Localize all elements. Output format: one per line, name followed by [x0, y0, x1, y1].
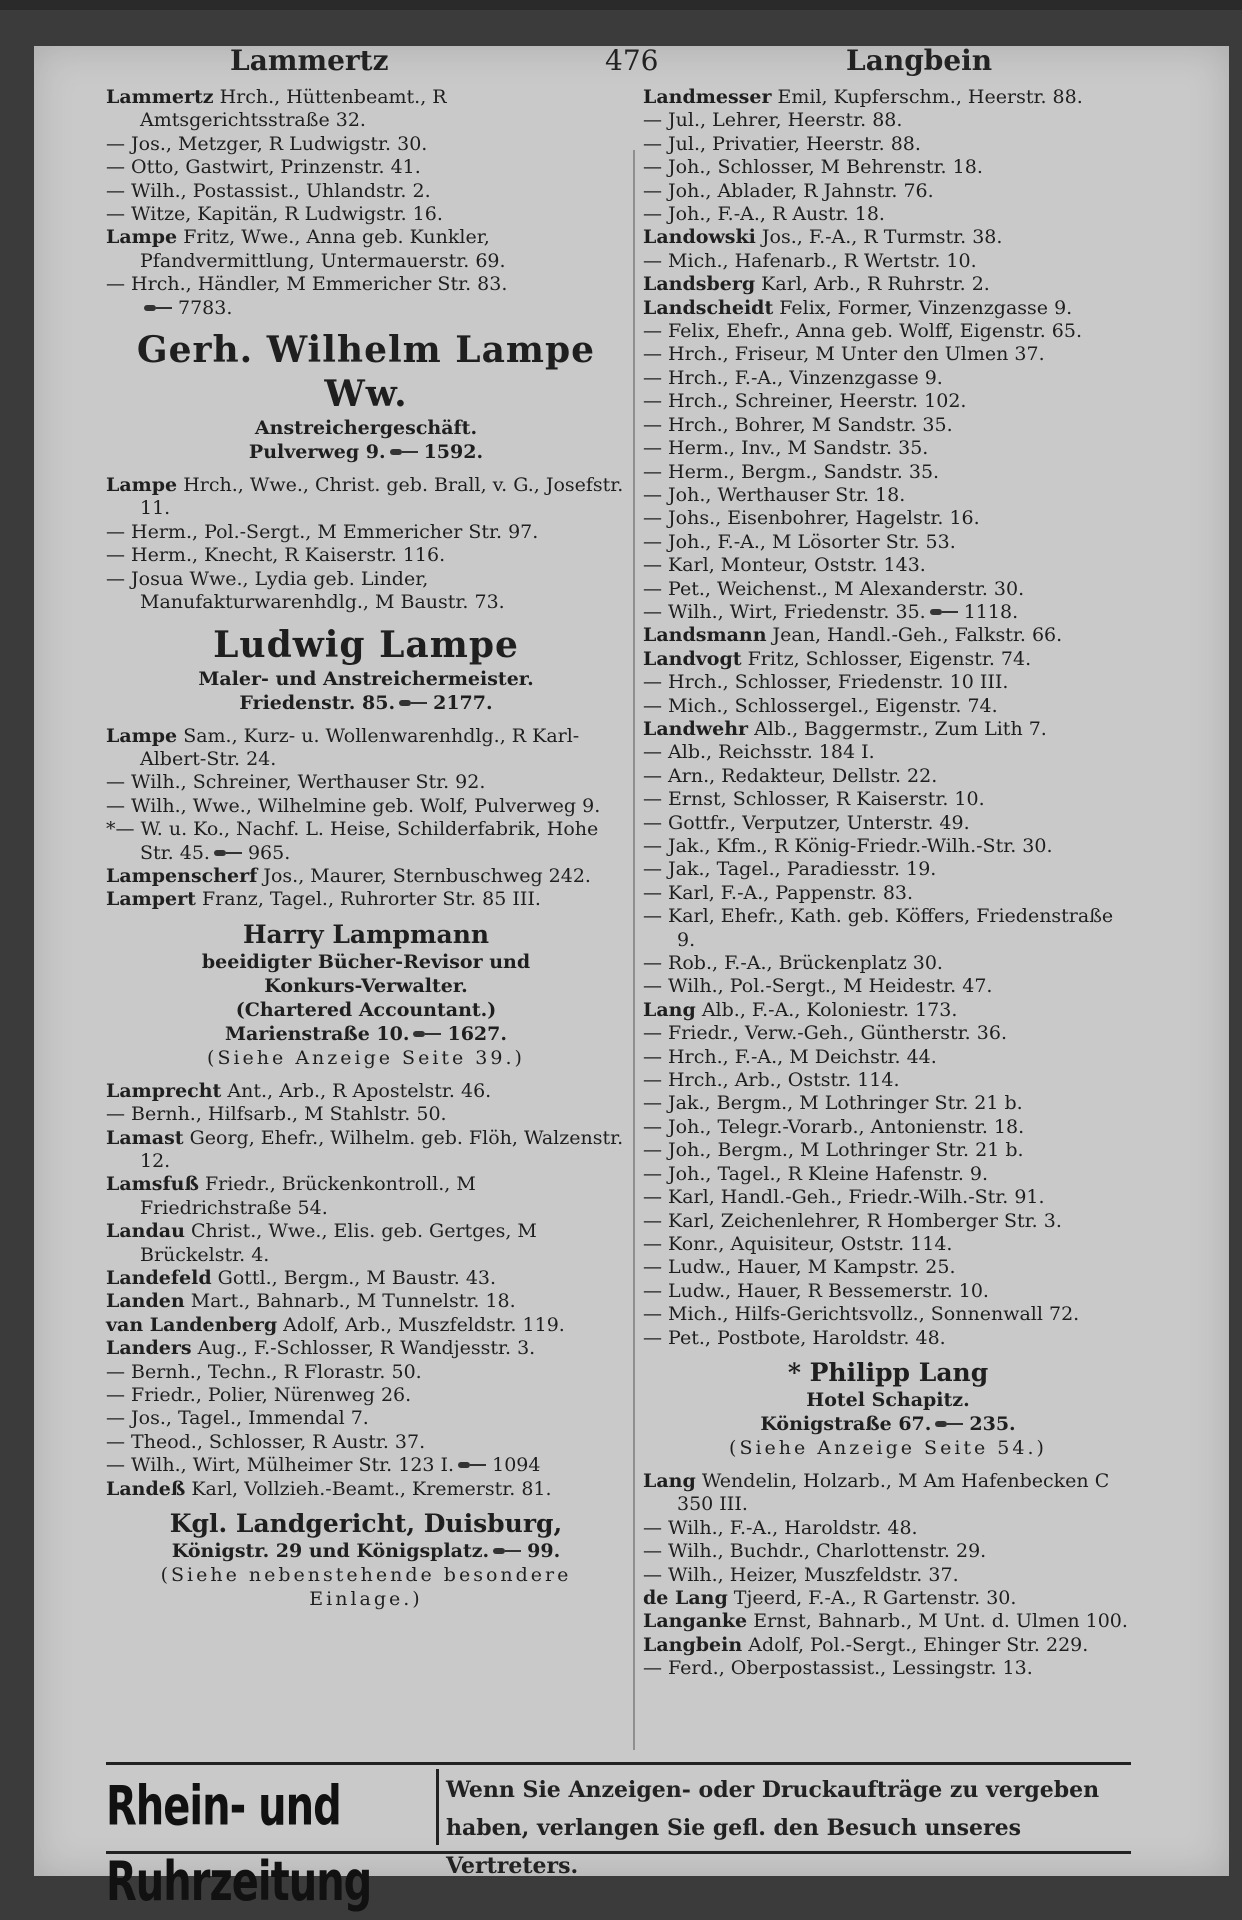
- entry-text: — Ferd., Oberpostassist., Lessingstr. 13.: [643, 1657, 1033, 1680]
- entry-text: — Konr., Aquisiteur, Oststr. 114.: [643, 1232, 953, 1255]
- entry-text: — Friedr., Polier, Nürenweg 26.: [106, 1384, 412, 1407]
- directory-entry: [106, 133, 626, 156]
- entry-text: — Jos., Tagel., Immendal 7.: [106, 1407, 369, 1430]
- surname: Lampe: [106, 226, 178, 249]
- directory-entry: [106, 203, 626, 226]
- ad-text: (Siehe Anzeige Seite 54.): [729, 1436, 1047, 1459]
- ad-line: [643, 1412, 1133, 1436]
- entry-text: Emil, Kupferschm., Heerstr. 88.: [771, 86, 1083, 108]
- entry-text: — Herm., Bergm., Sandstr. 35.: [643, 460, 940, 483]
- ad-text: Konkurs-Verwalter.: [264, 974, 468, 997]
- directory-entry: [643, 1022, 1133, 1045]
- directory-entry: [106, 544, 626, 567]
- ad-line: [106, 328, 626, 416]
- phone-number: 7783.: [178, 296, 233, 319]
- directory-entry: [106, 1173, 626, 1220]
- entry-text: — Wilh., Heizer, Muszfeldstr. 37.: [643, 1563, 959, 1586]
- entry-text: — Wilh., Wwe., Wilhelmine geb. Wolf, Pulverweg 9.: [106, 794, 601, 817]
- phone-number: 99.: [527, 1540, 561, 1563]
- entry-text: Mart., Bahnarb., M Tunnelstr. 18.: [184, 1290, 516, 1313]
- phone-line: [106, 297, 626, 320]
- surname: Lampe: [106, 724, 178, 747]
- surname: Landers: [106, 1337, 192, 1360]
- entry-text: — Hrch., Arb., Oststr. 114.: [643, 1069, 900, 1092]
- directory-entry: [643, 203, 1133, 226]
- directory-entry: [106, 818, 626, 865]
- entry-text: — Jak., Kfm., R König-Friedr.-Wilh.-Str. 30.: [643, 835, 1053, 857]
- directory-entry: [106, 1431, 626, 1454]
- surname: Lang: [643, 998, 696, 1021]
- directory-entry: [643, 718, 1133, 741]
- phone-number: 1118.: [963, 600, 1019, 623]
- entry-text: — Wilh., Buchdr., Charlottenstr. 29.: [643, 1540, 987, 1563]
- entry-text: Jos., F.-A., R Turmstr. 38.: [755, 226, 1003, 249]
- entry-text: — Wilh., Wirt, Mülheimer Str. 123 I.: [106, 1454, 455, 1477]
- directory-entry: [643, 578, 1133, 601]
- surname: Landsmann: [643, 624, 767, 647]
- entry-text: — Rob., F.-A., Brückenplatz 30.: [643, 952, 943, 975]
- surname: Lammertz: [106, 86, 214, 108]
- directory-entry: [643, 1092, 1133, 1115]
- entry-text: — Hrch., F.-A., M Deichstr. 44.: [643, 1045, 937, 1068]
- directory-entry: [643, 1327, 1133, 1350]
- entry-text: — Jak., Tagel., Paradiesstr. 19.: [643, 858, 937, 881]
- telephone-icon: [493, 1546, 521, 1556]
- entry-text: — Gottfr., Verputzer, Unterstr. 49.: [643, 811, 970, 834]
- entry-text: — Jak., Bergm., M Lothringer Str. 21 b.: [643, 1092, 1023, 1115]
- directory-entry: [643, 461, 1133, 484]
- entry-text: Franz, Tagel., Ruhrorter Str. 85 III.: [195, 888, 541, 911]
- page-number: 476: [605, 44, 659, 77]
- directory-entry: [643, 1256, 1133, 1279]
- ad-text: Kgl. Landgericht, Duisburg,: [169, 1509, 563, 1539]
- directory-entry: [643, 180, 1133, 203]
- left-column: [106, 86, 626, 1621]
- directory-entry: [106, 1337, 626, 1360]
- directory-entry: [643, 999, 1133, 1022]
- surname: van Landenberg: [106, 1313, 278, 1336]
- ad-line: [106, 920, 626, 950]
- directory-entry: [643, 1210, 1133, 1233]
- ad-line: [643, 1358, 1133, 1388]
- entry-text: — Ernst, Schlosser, R Kaiserstr. 10.: [643, 788, 985, 811]
- ad-text: Königstr. 29 und Königsplatz.: [171, 1540, 490, 1563]
- entry-text: — Wilh., Postassist., Uhlandstr. 2.: [106, 179, 431, 202]
- entry-text: Adolf, Pol.-Sergt., Ehinger Str. 229.: [742, 1633, 1089, 1656]
- entry-text: — Joh., Bergm., M Lothringer Str. 21 b.: [643, 1139, 1024, 1162]
- directory-entry: [643, 1540, 1133, 1563]
- ad-text: Marienstraße 10.: [225, 1022, 410, 1045]
- directory-entry: [643, 437, 1133, 460]
- directory-entry: [106, 1080, 626, 1103]
- directory-entry: [106, 1361, 626, 1384]
- directory-entry: [643, 1634, 1133, 1657]
- ad-text: Anstreichergeschäft.: [254, 417, 478, 440]
- directory-entry: [643, 1610, 1133, 1633]
- directory-entry: [643, 1470, 1133, 1517]
- entry-text: — Wilh., Wirt, Friedenstr. 35.: [643, 600, 926, 623]
- telephone-icon: [413, 1029, 441, 1039]
- entry-text: — Jul., Privatier, Heerstr. 88.: [643, 132, 921, 155]
- ad-text: beeidigter Bücher-Revisor und: [201, 950, 531, 973]
- entry-text: — Hrch., Händler, M Emmericher Str. 83.: [106, 273, 508, 296]
- directory-entry: [106, 1267, 626, 1290]
- ad-line: [106, 691, 626, 715]
- directory-entry: [643, 695, 1133, 718]
- surname: Lampenscherf: [106, 864, 258, 887]
- ad-text: * Philipp Lang: [787, 1357, 989, 1387]
- entry-text: Felix, Former, Vinzenzgasse 9.: [773, 296, 1073, 319]
- advertisement-footer: [106, 1762, 1131, 1914]
- directory-entry: [643, 858, 1133, 881]
- running-head-right: Langbein: [846, 44, 993, 77]
- entry-text: — Herm., Inv., M Sandstr. 35.: [643, 437, 929, 460]
- surname: Landsberg: [643, 273, 756, 296]
- phone-number: 1627.: [447, 1022, 507, 1045]
- ad-line: [106, 1022, 626, 1046]
- entry-text: Jos., Maurer, Sternbuschweg 242.: [257, 864, 591, 887]
- directory-entry: [643, 1657, 1133, 1680]
- directory-entry: [643, 1564, 1133, 1587]
- surname: Landmesser: [643, 86, 772, 108]
- surname: Langbein: [643, 1633, 743, 1656]
- directory-entry: [106, 180, 626, 203]
- directory-entry: [643, 765, 1133, 788]
- entry-text: — Jos., Metzger, R Ludwigstr. 30.: [106, 132, 428, 155]
- surname: Langanke: [643, 1610, 748, 1633]
- ad-text: (Siehe nebenstehende besondere Einlage.): [160, 1564, 572, 1611]
- directory-entry: [106, 771, 626, 794]
- surname: Landowski: [643, 226, 756, 249]
- directory-entry: [643, 250, 1133, 273]
- entry-text: Christ., Wwe., Elis. geb. Gertges, M Brückelstr. 4.: [140, 1220, 537, 1266]
- entry-text: — Hrch., Schreiner, Heerstr. 102.: [643, 390, 967, 413]
- directory-entry: [643, 156, 1133, 179]
- directory-entry: [106, 1103, 626, 1126]
- surname: Landscheidt: [643, 296, 774, 319]
- entry-text: Alb., F.-A., Koloniestr. 173.: [695, 998, 958, 1021]
- entry-text: — Johs., Eisenbohrer, Hagelstr. 16.: [643, 507, 980, 530]
- ad-line: [106, 1563, 626, 1611]
- entry-text: — Theod., Schlosser, R Austr. 37.: [106, 1430, 426, 1453]
- directory-entry: [643, 414, 1133, 437]
- entry-text: Fritz, Wwe., Anna geb. Kunkler, Pfandvermittlung, Untermauerstr. 69.: [140, 226, 506, 272]
- ad-text: Ludwig Lampe: [213, 623, 519, 666]
- directory-entry: [643, 601, 1133, 624]
- entry-text: — Ludw., Hauer, R Bessemerstr. 10.: [643, 1279, 989, 1302]
- directory-entry: [106, 86, 626, 133]
- entry-text: — Bernh., Techn., R Florastr. 50.: [106, 1360, 422, 1383]
- directory-entry: [106, 865, 626, 888]
- directory-entry: [106, 474, 626, 521]
- directory-entry: [643, 1517, 1133, 1540]
- directory-entry: [643, 882, 1133, 905]
- directory-entry: [643, 226, 1133, 249]
- entry-text: — Arn., Redakteur, Dellstr. 22.: [643, 764, 938, 787]
- ad-line: [106, 667, 626, 691]
- directory-entry: [643, 109, 1133, 132]
- surname: Landau: [106, 1220, 185, 1243]
- directory-entry: [106, 273, 626, 296]
- entry-text: — Pet., Postbote, Haroldstr. 48.: [643, 1326, 946, 1349]
- entry-text: — Joh., F.-A., M Lösorter Str. 53.: [643, 530, 956, 553]
- directory-entry: [643, 1163, 1133, 1186]
- directory-entry: [643, 273, 1133, 296]
- ad-text: Friedenstr. 85.: [239, 691, 396, 714]
- entry-text: Aug., F.-Schlosser, R Wandjesstr. 3.: [191, 1337, 536, 1360]
- entry-text: — Karl, Zeichenlehrer, R Homberger Str. 3.: [643, 1209, 1062, 1232]
- directory-entry: [643, 1303, 1133, 1326]
- directory-entry: [643, 671, 1133, 694]
- entry-text: — Joh., F.-A., R Austr. 18.: [643, 203, 885, 226]
- surname: Landen: [106, 1290, 185, 1313]
- directory-entry: [643, 648, 1133, 671]
- column-divider: [633, 150, 635, 1750]
- entry-text: Karl, Vollzieh.-Beamt., Kremerstr. 81.: [185, 1477, 552, 1500]
- directory-entry: [643, 531, 1133, 554]
- display-advertisement: [106, 1509, 626, 1611]
- entry-text: — Jul., Lehrer, Heerstr. 88.: [643, 109, 903, 132]
- directory-entry: [643, 484, 1133, 507]
- surname: Lampert: [106, 888, 196, 911]
- entry-text: Georg, Ehefr., Wilhelm. geb. Flöh, Walzenstr. 12.: [140, 1126, 624, 1172]
- telephone-icon: [390, 447, 418, 457]
- directory-entry: [106, 1454, 626, 1477]
- ad-line: [106, 1046, 626, 1070]
- telephone-icon: [458, 1460, 486, 1470]
- surname: Landwehr: [643, 717, 749, 740]
- entry-text: — Hrch., Bohrer, M Sandstr. 35.: [643, 413, 953, 436]
- entry-text: Alb., Baggermstr., Zum Lith 7.: [748, 717, 1047, 740]
- entry-text: Fritz, Schlosser, Eigenstr. 74.: [741, 647, 1032, 670]
- directory-entry: [643, 320, 1133, 343]
- directory-entry: [106, 1220, 626, 1267]
- ad-line: [643, 1388, 1133, 1412]
- directory-entry: [643, 86, 1133, 109]
- ad-text: Pulverweg 9.: [248, 441, 386, 464]
- phone-number: 235.: [969, 1412, 1016, 1435]
- ad-text: Gerh. Wilhelm Lampe Ww.: [136, 329, 596, 416]
- directory-entry: [643, 1587, 1133, 1610]
- entry-text: — Wilh., Schreiner, Werthauser Str. 92.: [106, 771, 486, 794]
- entry-text: — Friedr., Verw.-Geh., Güntherstr. 36.: [643, 1022, 1007, 1045]
- telephone-icon: [930, 607, 958, 617]
- ad-text: Königstraße 67.: [760, 1412, 932, 1435]
- ad-line: [106, 440, 626, 464]
- directory-entry: [106, 725, 626, 772]
- entry-text: Ant., Arb., R Apostelstr. 46.: [221, 1079, 492, 1102]
- entry-text: Jean, Handl.-Geh., Falkstr. 66.: [766, 624, 1063, 647]
- entry-text: Wendelin, Holzarb., M Am Hafenbecken C 350 III.: [677, 1469, 1110, 1516]
- surname: Lamast: [106, 1126, 184, 1149]
- display-advertisement: [106, 920, 626, 1070]
- entry-text: — Bernh., Hilfsarb., M Stahlstr. 50.: [106, 1103, 447, 1126]
- directory-entry: [643, 952, 1133, 975]
- entry-text: — Herm., Pol.-Sergt., M Emmericher Str. 97.: [106, 520, 539, 543]
- surname: Lampe: [106, 474, 178, 497]
- entry-text: — Mich., Schlossergel., Eigenstr. 74.: [643, 694, 998, 717]
- ad-line: [106, 1509, 626, 1539]
- entry-text: — Karl, Ehefr., Kath. geb. Köffers, Friedenstraße 9.: [643, 905, 1114, 951]
- phone-number: 965.: [247, 841, 291, 864]
- entry-text: — Joh., Telegr.-Vorarb., Antonienstr. 18.: [643, 1115, 1025, 1138]
- entry-text: — Joh., Tagel., R Kleine Hafenstr. 9.: [643, 1162, 989, 1185]
- entry-text: — Karl, F.-A., Pappenstr. 83.: [643, 881, 914, 904]
- footer-divider: [436, 1769, 439, 1845]
- ad-line: [643, 1436, 1133, 1460]
- entry-text: Karl, Arb., R Ruhrstr. 2.: [755, 273, 990, 296]
- directory-entry: [106, 1384, 626, 1407]
- entry-text: Ernst, Bahnarb., M Unt. d. Ulmen 100.: [747, 1610, 1128, 1633]
- directory-entry: [106, 1314, 626, 1337]
- ad-text: (Siehe Anzeige Seite 39.): [207, 1046, 525, 1069]
- ad-text: Harry Lampmann: [242, 919, 490, 949]
- display-advertisement: [106, 328, 626, 464]
- directory-entry: [106, 568, 626, 615]
- directory-entry: [106, 795, 626, 818]
- entry-text: — Joh., Ablader, R Jahnstr. 76.: [643, 179, 934, 202]
- directory-entry: [643, 554, 1133, 577]
- entry-text: — Hrch., F.-A., Vinzenzgasse 9.: [643, 366, 943, 389]
- entry-text: — Hrch., Schlosser, Friedenstr. 10 III.: [643, 671, 1009, 694]
- directory-entry: [643, 975, 1133, 998]
- entry-text: — Wilh., Pol.-Sergt., M Heidestr. 47.: [643, 975, 993, 998]
- directory-entry: [643, 507, 1133, 530]
- directory-entry: [643, 1046, 1133, 1069]
- directory-entry: [643, 133, 1133, 156]
- entry-text: — Karl, Handl.-Geh., Friedr.-Wilh.-Str. 91.: [643, 1186, 1045, 1209]
- surname: Lamsfuß: [106, 1173, 199, 1196]
- surname: Landefeld: [106, 1267, 212, 1289]
- directory-entry: [643, 905, 1133, 952]
- directory-entry: [643, 788, 1133, 811]
- entry-text: Adolf, Arb., Muszfeldstr. 119.: [277, 1313, 565, 1336]
- ad-line: [106, 998, 626, 1022]
- entry-text: Tjeerd, F.-A., R Gartenstr. 30.: [727, 1586, 1017, 1609]
- directory-entry: [643, 1069, 1133, 1092]
- directory-entry: [643, 367, 1133, 390]
- directory-entry: [643, 812, 1133, 835]
- entry-text: — Mich., Hilfs-Gerichtsvollz., Sonnenwall 72.: [643, 1303, 1080, 1326]
- ad-text: Hotel Schapitz.: [806, 1388, 970, 1411]
- entry-text: — Joh., Schlosser, M Behrenstr. 18.: [643, 156, 983, 179]
- footer-line-2: haben, verlangen Sie gefl. den Besuch unseres Vertreters.: [446, 1815, 1021, 1879]
- entry-text: — Herm., Knecht, R Kaiserstr. 116.: [106, 544, 446, 567]
- directory-entry: [106, 888, 626, 911]
- directory-entry: [106, 1127, 626, 1174]
- ad-line: [106, 416, 626, 440]
- directory-entry: [643, 390, 1133, 413]
- newspaper-brand: Rhein- und Ruhrzeitung: [106, 1775, 372, 1914]
- right-column: [643, 86, 1133, 1681]
- display-advertisement: [106, 623, 626, 715]
- entry-text: — Hrch., Friseur, M Unter den Ulmen 37.: [643, 343, 1045, 366]
- directory-entry: [106, 156, 626, 179]
- footer-line-1: Wenn Sie Anzeigen- oder Druckaufträge zu vergeben: [446, 1777, 1100, 1803]
- phone-number: 1592.: [423, 441, 484, 464]
- entry-text: — Wilh., F.-A., Haroldstr. 48.: [643, 1516, 918, 1539]
- surname: Lamprecht: [106, 1079, 222, 1102]
- entry-text: — Felix, Ehefr., Anna geb. Wolff, Eigenstr. 65.: [643, 320, 1083, 343]
- entry-text: *— W. u. Ko., Nachf. L. Heise, Schilderfabrik, Hohe Str. 45.: [106, 818, 599, 864]
- directory-entry: [643, 741, 1133, 764]
- entry-text: Hrch., Hüttenbeamt., R Amtsgerichtsstraße 32.: [140, 86, 447, 132]
- directory-entry: [643, 1233, 1133, 1256]
- ad-text: Maler- und Anstreichermeister.: [198, 667, 534, 690]
- directory-entry: [643, 343, 1133, 366]
- telephone-icon: [935, 1419, 963, 1429]
- ad-text: (Chartered Accountant.): [235, 998, 497, 1021]
- directory-entry: [643, 1139, 1133, 1162]
- directory-entry: [106, 1478, 626, 1501]
- entry-text: Hrch., Wwe., Christ. geb. Brall, v. G., Josefstr. 11.: [140, 474, 624, 520]
- entry-text: — Karl, Monteur, Oststr. 143.: [643, 554, 926, 577]
- entry-text: — Pet., Weichenst., M Alexanderstr. 30.: [643, 577, 1025, 600]
- ad-line: [106, 1539, 626, 1563]
- entry-text: — Joh., Werthauser Str. 18.: [643, 483, 906, 506]
- directory-entry: [643, 1186, 1133, 1209]
- directory-entry: [106, 226, 626, 273]
- directory-entry: [106, 1407, 626, 1430]
- phone-number: 1094: [492, 1454, 541, 1477]
- scan-top-edge: [0, 0, 1242, 10]
- directory-entry: [643, 1116, 1133, 1139]
- entry-text: — Josua Wwe., Lydia geb. Linder, Manufakturwarenhdlg., M Baustr. 73.: [106, 567, 505, 614]
- telephone-icon: [144, 303, 172, 313]
- directory-entry: [106, 521, 626, 544]
- entry-text: — Otto, Gastwirt, Prinzenstr. 41.: [106, 156, 421, 179]
- ad-line: [106, 950, 626, 974]
- ad-line: [106, 623, 626, 667]
- running-head-left: Lammertz: [230, 44, 389, 77]
- entry-text: — Ludw., Hauer, M Kampstr. 25.: [643, 1256, 956, 1279]
- surname: Lang: [643, 1469, 696, 1492]
- footer-message: [446, 1771, 1131, 1885]
- display-advertisement: [643, 1358, 1133, 1460]
- surname: Landeß: [106, 1477, 186, 1500]
- directory-entry: [643, 1280, 1133, 1303]
- directory-entry: [643, 297, 1133, 320]
- entry-text: Sam., Kurz- u. Wollenwarenhdlg., R Karl-Albert-Str. 24.: [140, 724, 580, 770]
- entry-text: — Mich., Hafenarb., R Wertstr. 10.: [643, 249, 977, 272]
- surname: de Lang: [643, 1586, 728, 1609]
- entry-text: Friedr., Brückenkontroll., M Friedrichstraße 54.: [140, 1173, 476, 1219]
- telephone-icon: [399, 698, 427, 708]
- directory-entry: [643, 835, 1133, 858]
- surname: Landvogt: [643, 647, 742, 670]
- entry-text: Gottl., Bergm., M Baustr. 43.: [211, 1267, 497, 1289]
- ad-line: [106, 974, 626, 998]
- telephone-icon: [214, 848, 242, 858]
- directory-entry: [106, 1290, 626, 1313]
- directory-entry: [643, 624, 1133, 647]
- entry-text: — Witze, Kapitän, R Ludwigstr. 16.: [106, 203, 443, 226]
- entry-text: — Alb., Reichsstr. 184 I.: [643, 741, 875, 764]
- phone-number: 2177.: [433, 691, 493, 714]
